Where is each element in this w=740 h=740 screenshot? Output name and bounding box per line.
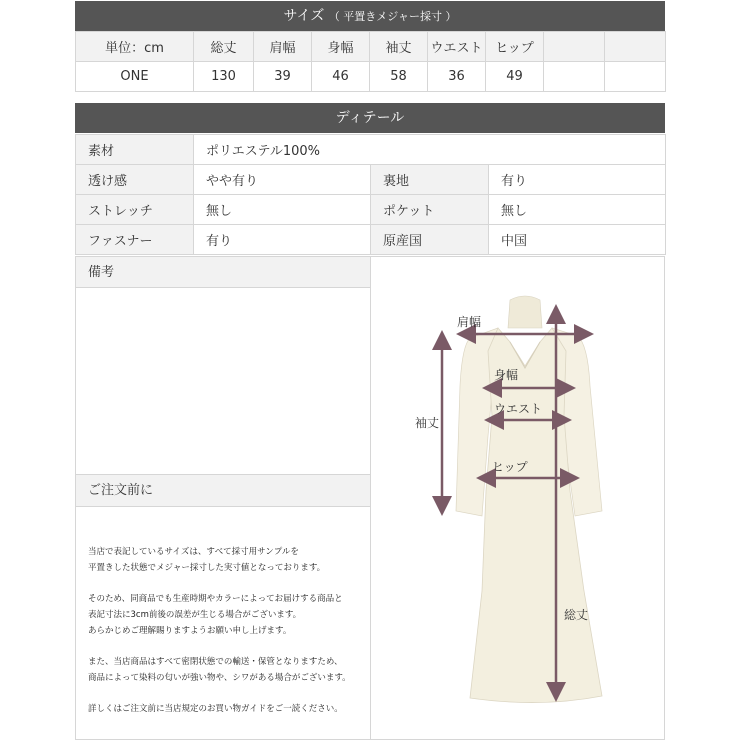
notice-paragraph	[88, 701, 358, 717]
material-value: ポリエステル100%	[194, 135, 666, 165]
detail-section-header	[75, 103, 665, 133]
detail-row	[76, 165, 666, 195]
label-waist: ウエスト	[494, 402, 543, 416]
size-value-cell: ONE	[76, 62, 194, 92]
detail-value: 中国	[489, 225, 666, 255]
dress-diagram	[370, 256, 665, 740]
notice-line: あらかじめご理解賜りますようお願い申し上げます。	[88, 626, 292, 636]
detail-label: 透け感	[76, 165, 194, 195]
detail-label: ファスナー	[76, 225, 194, 255]
size-table	[75, 31, 666, 92]
detail-label: ストレッチ	[76, 195, 194, 225]
size-title: サイズ	[283, 8, 325, 24]
remarks-header	[75, 256, 371, 288]
mannequin-neck	[508, 296, 542, 328]
size-header-cell	[544, 32, 605, 62]
label-sleeve: 袖丈	[415, 416, 440, 430]
label-length: 総丈	[564, 608, 589, 622]
size-value-cell: 36	[428, 62, 486, 92]
notice-line: 平置きした状態でメジャー採寸した実寸値となっております。	[88, 563, 326, 573]
size-header-cell: 単位：cm	[76, 32, 194, 62]
size-value-cell: 130	[194, 62, 254, 92]
size-subtitle: （ 平置きメジャー採寸 ）	[328, 10, 457, 23]
size-value-cell: 49	[486, 62, 544, 92]
notice-line: 詳しくはご注文前に当店規定のお買い物ガイドをご一読ください。	[88, 704, 343, 714]
size-value-cell: 46	[312, 62, 370, 92]
detail-value: 有り	[489, 165, 666, 195]
size-header-cell: ウエスト	[428, 32, 486, 62]
detail-title: ディテール	[335, 110, 405, 126]
detail-value: やや有り	[194, 165, 371, 195]
detail-value: 有り	[194, 225, 371, 255]
detail-row	[76, 225, 666, 255]
detail-label: 原産国	[371, 225, 489, 255]
size-value-cell	[544, 62, 605, 92]
detail-value: 無し	[489, 195, 666, 225]
size-header-cell	[605, 32, 666, 62]
size-header-cell: 肩幅	[254, 32, 312, 62]
detail-value: 無し	[194, 195, 371, 225]
remarks-label: 備考	[88, 265, 115, 280]
size-value-row	[76, 62, 666, 92]
notice-label: ご注文前に	[88, 483, 154, 498]
size-header-cell: ヒップ	[486, 32, 544, 62]
notice-line: 商品によって染料の匂いが強い物や、シワがある場合がございます。	[88, 673, 351, 683]
notice-text	[88, 544, 358, 732]
detail-label: 裏地	[371, 165, 489, 195]
notice-paragraph	[88, 544, 358, 576]
notice-line: そのため、同商品でも生産時期やカラーによってお届けする商品と	[88, 594, 343, 604]
size-value-cell	[605, 62, 666, 92]
material-label: 素材	[76, 135, 194, 165]
label-shoulder: 肩幅	[457, 315, 482, 329]
detail-table	[75, 134, 666, 255]
notice-paragraph	[88, 654, 358, 686]
size-header-cell: 袖丈	[370, 32, 428, 62]
size-value-cell: 39	[254, 62, 312, 92]
detail-row-material	[76, 135, 666, 165]
label-hip: ヒップ	[492, 460, 528, 474]
size-header-cell: 総丈	[194, 32, 254, 62]
notice-line: 当店で表記しているサイズは、すべて採寸用サンプルを	[88, 547, 299, 557]
detail-row	[76, 195, 666, 225]
notice-line: 表記寸法に3cm前後の誤差が生じる場合がございます。	[88, 610, 302, 620]
size-header-cell: 身幅	[312, 32, 370, 62]
notice-line: また、当店商品はすべて密閉状態での輸送・保管となりますため、	[88, 657, 343, 667]
size-section-header	[75, 1, 665, 31]
notice-paragraph	[88, 591, 358, 639]
notice-header	[75, 474, 371, 507]
size-value-cell: 58	[370, 62, 428, 92]
label-body-width: 身幅	[494, 368, 519, 382]
size-header-row	[76, 32, 666, 62]
detail-label: ポケット	[371, 195, 489, 225]
